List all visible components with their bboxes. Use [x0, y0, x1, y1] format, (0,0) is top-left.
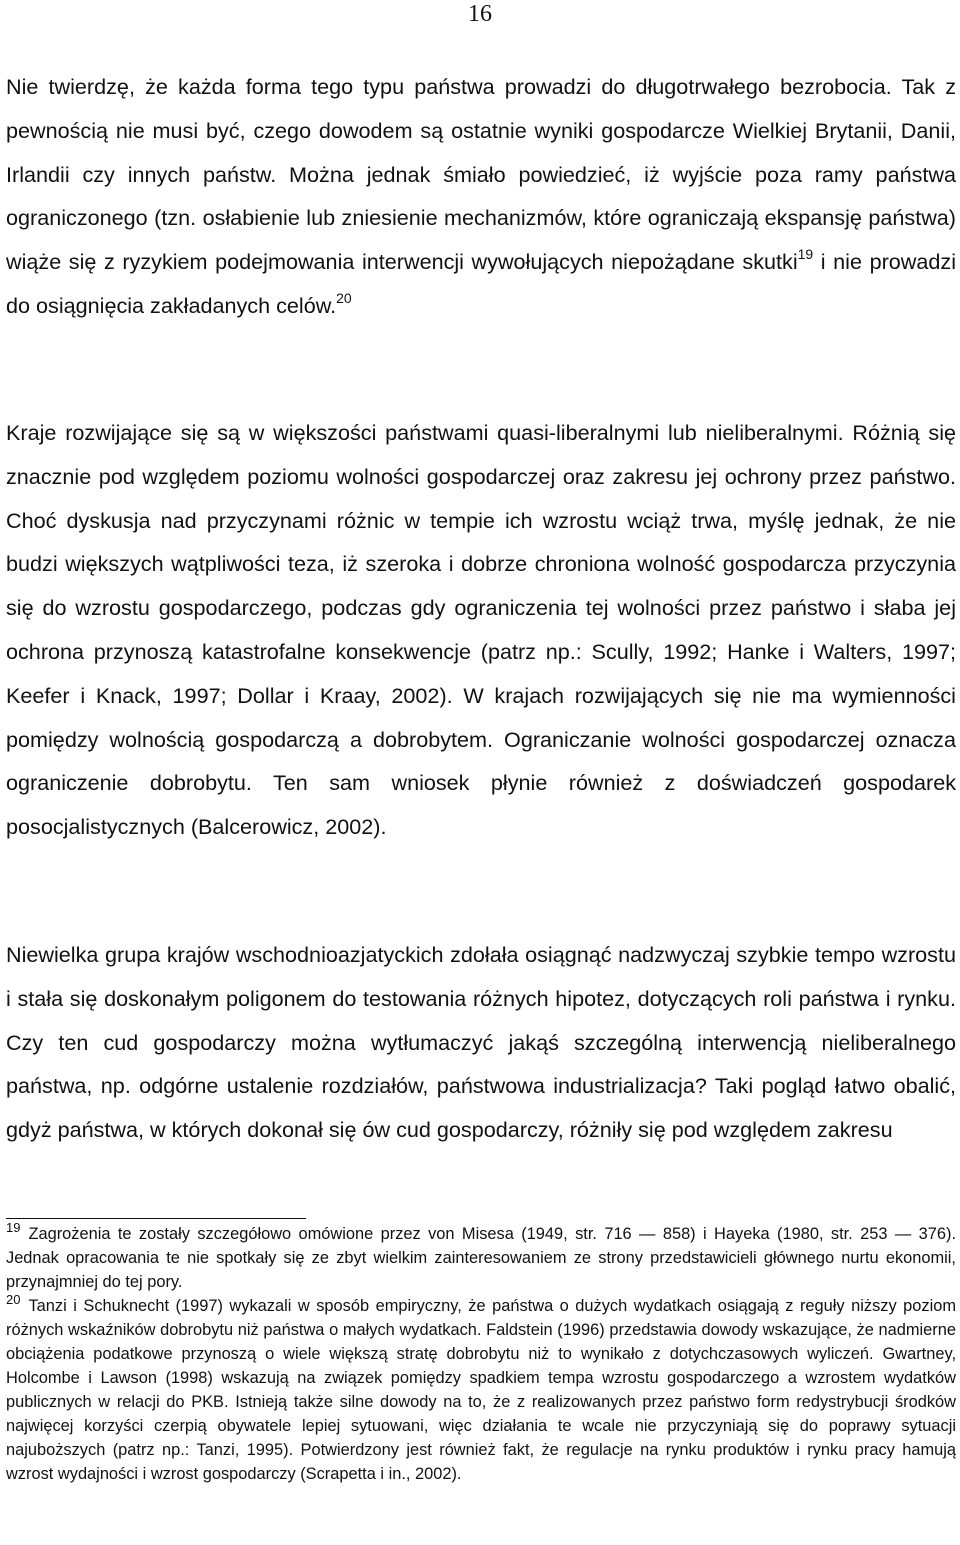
paragraph-1-text-a: Nie twierdzę, że każda forma tego typu państwa prowadzi do długotrwałego bezrobocia. Tak z pewnością nie musi być, czego dowodem są ostatnie wyniki gospodarcze Wielkiej Brytanii, Danii, Irlandii czy innych państw. Można jednak śmiało powiedzieć, iż wyjście poza ramy państwa ograniczonego (tzn. osłabienie lub zniesienie mechanizmów, które ograniczają ekspansję państwa) wiąże się z ryzykiem podejmowania interwencji wywołujących niepożądane skutki [6, 74, 956, 275]
footnote-19-mark: 19 [6, 1220, 21, 1235]
paragraph-1-text-b: i nie prowadzi do osiągnięcia zakładanych celów. [6, 249, 956, 318]
footnote-ref-20[interactable]: 20 [336, 289, 352, 306]
footnote-ref-19[interactable]: 19 [797, 246, 814, 263]
footnote-20-mark: 20 [6, 1292, 21, 1307]
footnote-20 [6, 1294, 956, 1486]
footnote-20-text: Tanzi i Schuknecht (1997) wykazali w sposób empiryczny, że państwa o dużych wydatkach osiągają z reguły niższy poziom różnych wskaźników dobrobytu niż państwa o małych wydatkach. Faldstein (1996) przedstawia dowody wskazujące, że nadmierne obciążenia podatkowe przynoszą o wiele większą stratę dobrobytu niż to wynikało z dotychczasowych wyliczeń. Gwartney, Holcombe i Lawson (1998) wskazują na związek pomiędzy spadkiem tempa wzrostu gospodarczego a wzrostem wydatków publicznych w relacji do PKB. Istnieją także silne dowody na to, że z realizowanych przez państwo form redystrybucji środków najwięcej korzyści czerpią obywatele lepiej sytuowani, więc działania te wcale nie przyczyniają się do poprawy sytuacji najuboższych (patrz np.: Tanzi, 1995). Potwierdzony jest również fakt, że regulacje na rynku produktów i rynku pracy hamują wzrost wydajności i wzrost gospodarczy (Scrapetta i in., 2002). [6, 1297, 956, 1483]
paragraph-1 [6, 65, 956, 328]
footnotes [6, 1222, 956, 1486]
footnote-19 [6, 1222, 956, 1294]
paragraph-2: Kraje rozwijające się są w większości państwami quasi-liberalnymi lub nieliberalnymi. Różnią się znacznie pod względem poziomu wolności gospodarczej oraz zakresu jej ochrony przez państwo. Choć dyskusja nad przyczynami różnic w tempie ich wzrostu wciąż trwa, myślę jednak, że nie budzi większych wątpliwości teza, iż szeroka i dobrze chroniona wolność gospodarcza przyczynia się do wzrostu gospodarczego, podczas gdy ograniczenia tej wolności przez państwo i słaba jej ochrona przynoszą katastrofalne konsekwencje (patrz np.: Scully, 1992; Hanke i Walters, 1997; Keefer i Knack, 1997; Dollar i Kraay, 2002). W krajach rozwijających się nie ma wymienności pomiędzy wolnością gospodarczą a dobrobytem. Ograniczanie wolności gospodarczej oznacza ograniczenie dobrobytu. Ten sam wniosek płynie również z doświadczeń gospodarek posocjalistycznych (Balcerowicz, 2002). [6, 420, 956, 840]
page-number: 16 [468, 1, 492, 27]
footnote-19-text: Zagrożenia te zostały szczegółowo omówione przez von Misesa (1949, str. 716 — 858) i Hayeka (1980, str. 253 — 376). Jednak opracowania te nie spotkały się ze zbyt wielkim zainteresowaniem ze strony przedstawicieli głównego nurtu ekonomii, przynajmniej do tej pory. [6, 1225, 956, 1291]
paragraph-3: Niewielka grupa krajów wschodnioazjatyckich zdołała osiągnąć nadzwyczaj szybkie tempo wzrostu i stała się doskonałym poligonem do testowania różnych hipotez, dotyczących roli państwa i rynku. Czy ten cud gospodarczy można wytłumaczyć jakąś szczególną interwencją nieliberalnego państwa, np. odgórne ustalenie rozdziałów, państwowa industrializacja? Taki pogląd łatwo obalić, gdyż państwa, w których dokonał się ów cud gospodarczy, różniły się pod względem zakresu [6, 942, 956, 1143]
footnote-separator [6, 1218, 306, 1219]
